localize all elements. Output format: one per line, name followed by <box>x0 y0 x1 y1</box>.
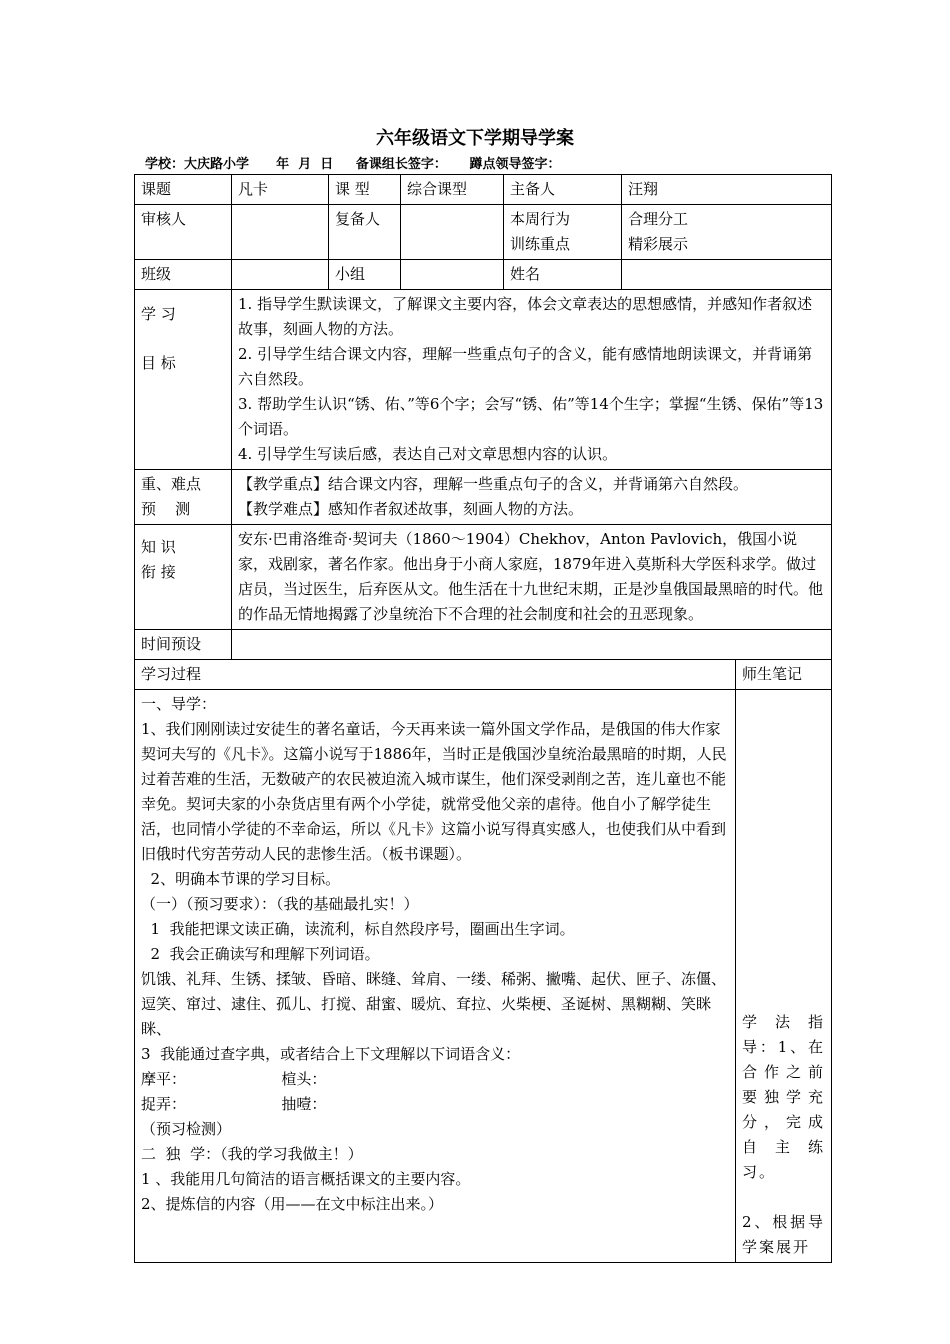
label-goals-line2: 目 标 <box>141 354 176 372</box>
table-row-process <box>135 690 832 1263</box>
label-main-preparer: 主备人 <box>504 175 622 205</box>
notes-content <box>736 690 832 1263</box>
goal-item: 4. 引导学生写读后感，表达自己对文章思想内容的认识。 <box>238 445 618 463</box>
value-main-preparer: 汪翔 <box>622 175 832 205</box>
value-reviewer <box>232 205 329 260</box>
value-time-preset <box>232 630 832 660</box>
label-keypoints <box>135 470 232 525</box>
document-title: 六年级语文下学期导学案 <box>376 128 574 149</box>
label-subject: 课题 <box>135 175 232 205</box>
label-class: 班级 <box>135 260 232 290</box>
goal-item: 1. 指导学生默读课文，了解课文主要内容，体会文章表达的思想感情，并感知作者叙述故事，刻画人物的方法。 <box>238 295 813 338</box>
process-line: 饥饿、礼拜、生锈、揉皱、昏暗、眯缝、耸肩、一缕、稀粥、撇嘴、起伏、匣子、冻僵、逗笑、窜过、逮住、孤儿、打搅、甜蜜、暖炕、耷拉、火柴梗、圣诞树、黑糊糊、笑眯眯、 <box>141 970 727 1038</box>
value-name <box>622 260 832 290</box>
label-goals <box>135 290 232 470</box>
label-lesson-type: 课 型 <box>329 175 401 205</box>
process-line: 一、导学： <box>141 695 217 713</box>
value-weekly-focus <box>622 205 832 260</box>
table-row-keypoints <box>135 470 832 525</box>
label-learning-process: 学习过程 <box>135 660 736 690</box>
knowledge-content <box>232 525 832 630</box>
label-weekly-focus-line2: 训练重点 <box>510 235 571 253</box>
process-line: 二 独 学：（我的学习我做主！） <box>141 1145 363 1163</box>
process-line: 3 我能通过查字典，或者结合上下文理解以下词语含义： <box>141 1045 521 1063</box>
process-line: 2 我会正确读写和理解下列词语。 <box>141 945 380 963</box>
label-weekly-focus <box>504 205 622 260</box>
label-goals-line1: 学 习 <box>141 305 176 323</box>
process-line: 1、我们刚刚读过安徒生的著名童话，今天再来读一篇外国文学作品，是俄国的伟大作家契诃夫写的《凡卡》。这篇小说写于1886年，当时正是俄国沙皇统治最黑暗的时期，人民过着苦难的生活，无数破产的农民被迫流入城市谋生，他们深受剥削之苦，连儿童也不能幸免。契诃夫家的小杂货店里有两个小学徒，就常受他父亲的虐待。他自小了解学徒生活，也同情小学徒的不幸命运，所以《凡卡》这篇小说写得真实感人，也使我们从中看到旧俄时代穷苦劳动人民的悲惨生活。（板书课题）。 <box>141 720 727 863</box>
goal-item: 3. 帮助学生认识“锈、佑、”等6个字；会写“锈、佑”等14个生字；掌握“生锈、保佑”等13个词语。 <box>238 395 824 438</box>
table-row-time <box>135 630 832 660</box>
process-line: 2、提炼信的内容（用——在文中标注出来。） <box>141 1195 444 1213</box>
process-line: 1 我能把课文读正确，读流利，标自然段序号，圈画出生字词。 <box>141 920 575 938</box>
label-knowledge <box>135 525 232 630</box>
table-row-knowledge <box>135 525 832 630</box>
notes-text-1: 学法指导：1、在合作之前要独学充分，完成自主练习。 <box>742 1013 826 1181</box>
value-class <box>232 260 329 290</box>
label-weekly-focus-line1: 本周行为 <box>510 210 571 228</box>
table-row-subject <box>135 175 832 205</box>
value-subject: 凡卡 <box>232 175 329 205</box>
process-line: 1 、我能用几句简洁的语言概括课文的主要内容。 <box>141 1170 471 1188</box>
notes-text-2: 2、根据导学案展开 <box>742 1213 826 1256</box>
table-row-review <box>135 205 832 260</box>
process-line: 2、明确本节课的学习目标。 <box>141 870 341 888</box>
keypoint-item: 【教学难点】感知作者叙述故事，刻画人物的方法。 <box>238 500 584 518</box>
label-co-preparer: 复备人 <box>329 205 401 260</box>
document-meta-line: 学校：大庆路小学 年 月 日 备课组长签字： 蹲点领导签字： <box>145 157 561 172</box>
keypoint-item: 【教学重点】结合课文内容，理解一些重点句子的含义，并背诵第六自然段。 <box>238 475 749 493</box>
lesson-plan-table <box>134 174 832 1263</box>
value-weekly-focus-line2: 精彩展示 <box>628 235 689 253</box>
label-group: 小组 <box>329 260 401 290</box>
label-knowledge-line2: 衔 接 <box>141 563 176 581</box>
value-co-preparer <box>401 205 504 260</box>
label-name: 姓名 <box>504 260 622 290</box>
knowledge-text: 安东·巴甫洛维奇·契诃夫（1860～1904）Chekhov，Anton Pavlovich，俄国小说家，戏剧家，著名作家。他出身于小商人家庭，1879年进入莫斯科大学医科求学。做过店员，当过医生，后弃医从文。他生活在十九世纪末期，正是沙皇俄国最黑暗的时代。他的作品无情地揭露了沙皇统治下不合理的社会制度和社会的丑恶现象。 <box>238 530 824 623</box>
process-line: （一）（预习要求）：（我的基础最扎实！） <box>141 895 419 913</box>
value-group <box>401 260 504 290</box>
table-row-process-header <box>135 660 832 690</box>
label-time-preset: 时间预设 <box>135 630 232 660</box>
value-weekly-focus-line1: 合理分工 <box>628 210 689 228</box>
process-content <box>135 690 736 1263</box>
goals-content <box>232 290 832 470</box>
table-row-class <box>135 260 832 290</box>
value-lesson-type: 综合课型 <box>401 175 504 205</box>
process-line: 捉弄： 抽噎： <box>141 1095 327 1113</box>
keypoints-content <box>232 470 832 525</box>
process-line: （预习检测） <box>141 1120 232 1138</box>
label-keypoints-line2: 预 测 <box>141 500 191 518</box>
process-line: 摩平： 楦头： <box>141 1070 327 1088</box>
label-knowledge-line1: 知 识 <box>141 538 176 556</box>
label-reviewer: 审核人 <box>135 205 232 260</box>
goal-item: 2. 引导学生结合课文内容，理解一些重点句子的含义，能有感情地朗读课文，并背诵第六自然段。 <box>238 345 813 388</box>
label-keypoints-line1: 重、难点 <box>141 475 202 493</box>
label-notes: 师生笔记 <box>736 660 832 690</box>
table-row-goals <box>135 290 832 470</box>
